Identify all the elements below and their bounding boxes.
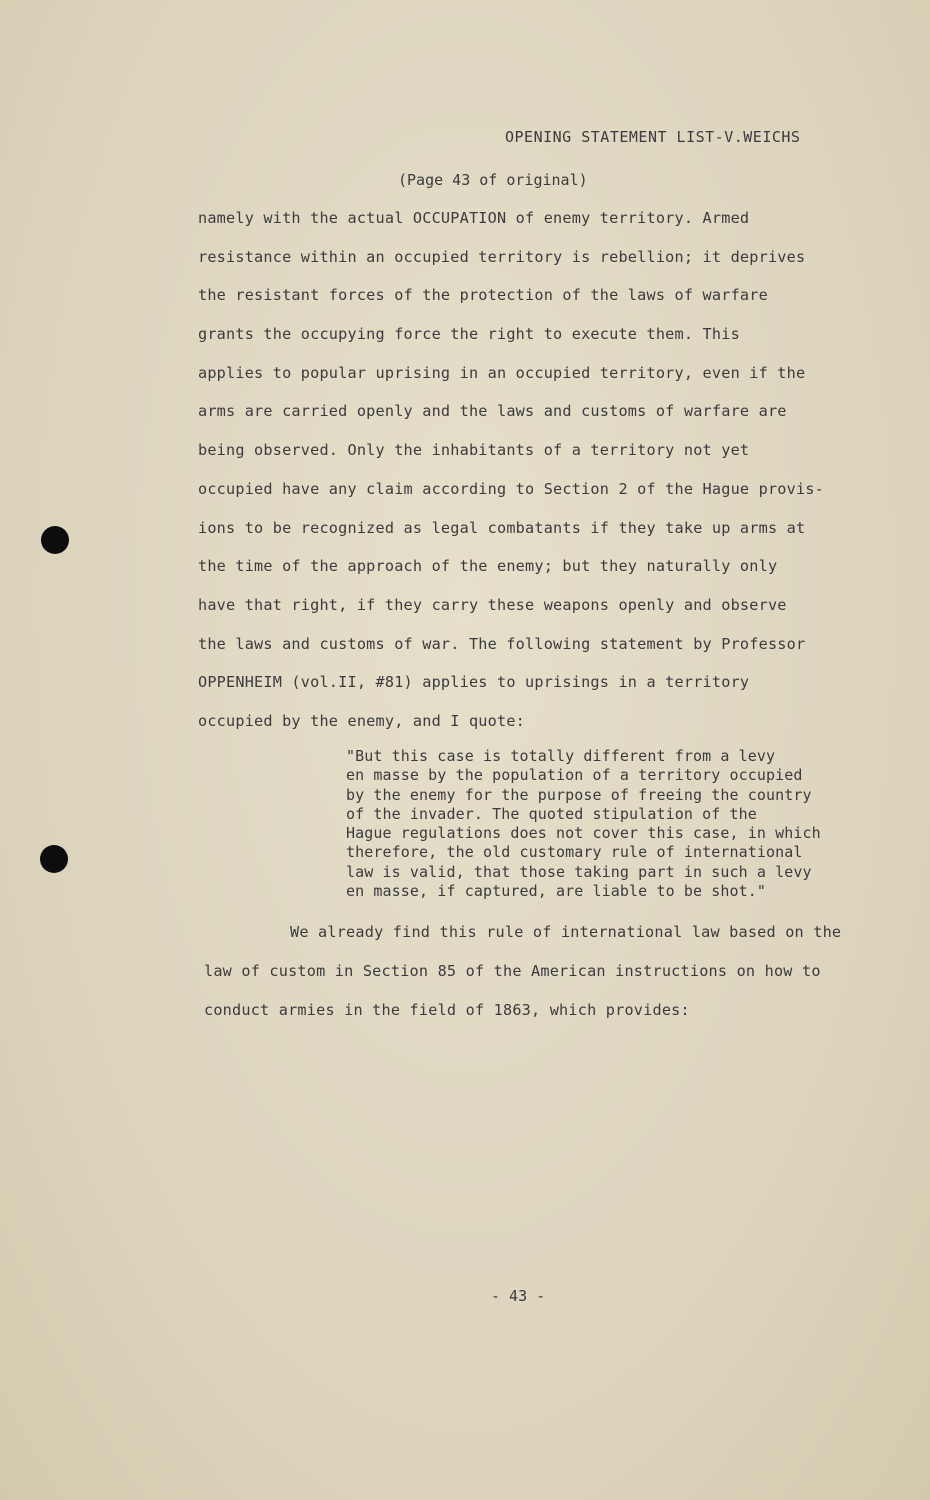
closing-line: law of custom in Section 85 of the American instructions on how to: [204, 962, 821, 980]
body-line: ions to be recognized as legal combatants if they take up arms at: [198, 518, 806, 537]
body-line: the resistant forces of the protection of the laws of warfare: [198, 286, 768, 305]
quote-line: en masse by the population of a territory occupied: [346, 766, 803, 785]
quote-line: law is valid, that those taking part in such a levy: [346, 862, 812, 881]
body-line: the laws and customs of war. The following statement by Professor: [198, 634, 806, 653]
quote-line: Hague regulations does not cover this case, in which: [346, 824, 821, 843]
quote-line: by the enemy for the purpose of freeing the country: [346, 785, 812, 804]
quote-line: en masse, if captured, are liable to be shot.": [346, 882, 767, 901]
body-line: namely with the actual OCCUPATION of enemy territory. Armed: [198, 209, 750, 227]
quote-line: of the invader. The quoted stipulation of the: [346, 804, 757, 823]
page-number: - 43 -: [491, 1287, 546, 1305]
body-line: occupied have any claim according to Section 2 of the Hague provis-: [198, 479, 825, 498]
closing-line: We already find this rule of international law based on the: [290, 923, 842, 941]
body-line: resistance within an occupied territory is rebellion; it deprives: [198, 247, 806, 266]
body-line: have that right, if they carry these weapons openly and observe: [198, 595, 787, 614]
punch-hole: [40, 845, 68, 873]
body-line: grants the occupying force the right to execute them. This: [198, 325, 740, 344]
body-line: arms are carried openly and the laws and customs of warfare are: [198, 402, 787, 421]
closing-paragraph: [204, 920, 864, 1037]
punch-hole: [41, 526, 69, 554]
body-line: applies to popular uprising in an occupied territory, even if the: [198, 363, 806, 382]
page-reference: (Page 43 of original): [398, 171, 588, 189]
body-paragraph: [198, 206, 858, 748]
body-line: being observed. Only the inhabitants of a territory not yet: [198, 441, 750, 460]
closing-line: conduct armies in the field of 1863, which provides:: [204, 1001, 690, 1019]
quote-line: "But this case is totally different from a levy: [346, 747, 776, 765]
quote-line: therefore, the old customary rule of international: [346, 843, 803, 862]
document-header: OPENING STATEMENT LIST-V.WEICHS: [505, 128, 801, 146]
body-line: occupied by the enemy, and I quote:: [198, 711, 526, 730]
body-line: OPPENHEIM (vol.II, #81) applies to uprisings in a territory: [198, 673, 750, 692]
body-line: the time of the approach of the enemy; but they naturally only: [198, 557, 778, 576]
block-quote: [346, 747, 856, 901]
